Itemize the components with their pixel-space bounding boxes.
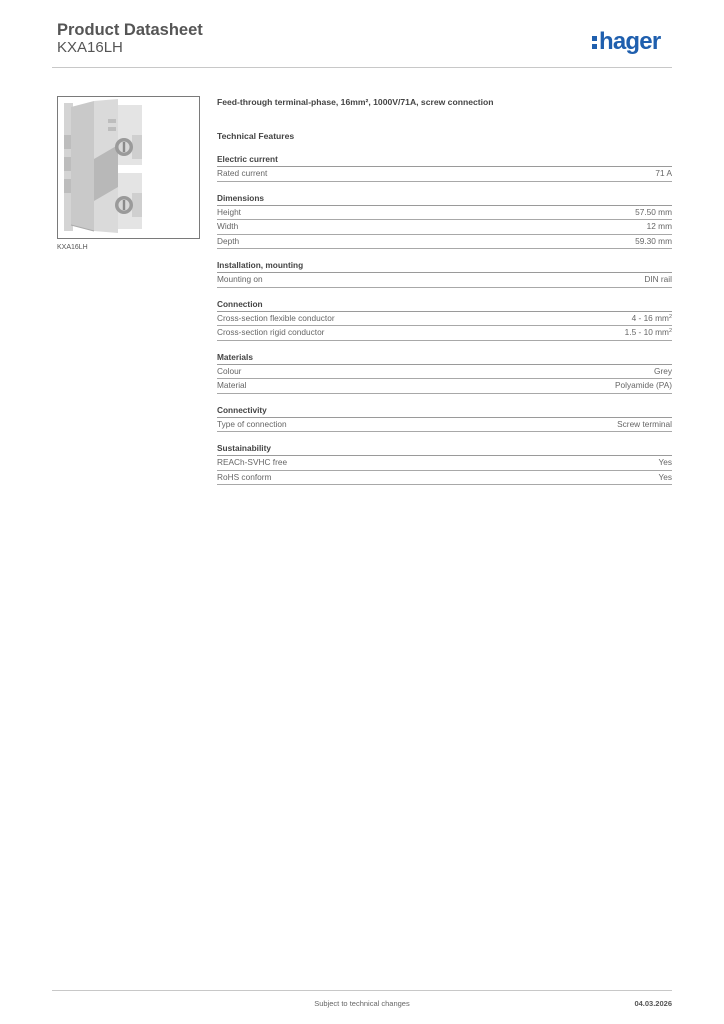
header-divider: [52, 67, 672, 68]
section-electric-current: [217, 154, 672, 182]
spec-label: Width: [217, 221, 239, 231]
spec-label: Cross-section flexible conductor: [217, 312, 335, 323]
spec-label: Height: [217, 206, 241, 217]
section-title: Sustainability: [217, 443, 672, 456]
logo-dots-icon: [592, 36, 597, 49]
section-dimensions: [217, 193, 672, 250]
spec-row: [217, 471, 672, 486]
spec-value: Polyamide (PA): [614, 380, 672, 390]
spec-value: Grey: [654, 365, 672, 376]
section-installation-mounting: [217, 260, 672, 288]
spec-label: Depth: [217, 235, 240, 246]
page-title: Product Datasheet: [57, 21, 203, 39]
spec-value: 1.5 - 10 mm: [624, 327, 669, 337]
spec-value: Screw terminal: [617, 418, 672, 429]
section-title: Installation, mounting: [217, 260, 672, 273]
technical-features-heading: Technical Features: [217, 131, 295, 141]
product-description: Feed-through terminal-phase, 16mm², 1000V/71A, screw connection: [217, 97, 494, 107]
spec-row: [217, 379, 672, 394]
footer-note: Subject to technical changes: [314, 999, 410, 1008]
product-code: KXA16LH: [57, 39, 123, 56]
section-title: Connectivity: [217, 405, 672, 418]
terminal-block-product-photo: [58, 97, 199, 238]
spec-value-with-unit: [632, 312, 672, 326]
spec-value: 57.50 mm: [635, 206, 672, 217]
unit-superscript: 2: [668, 313, 672, 320]
spec-label: Material: [217, 380, 247, 390]
spec-label: Cross-section rigid conductor: [217, 327, 325, 337]
image-caption: KXA16LH: [57, 244, 88, 251]
spec-value: 12 mm: [646, 221, 672, 231]
section-sustainability: [217, 443, 672, 485]
section-title: Materials: [217, 352, 672, 365]
spec-value: Yes: [658, 457, 672, 467]
unit-superscript: 2: [668, 328, 672, 334]
spec-label: Type of connection: [217, 418, 287, 429]
spec-row: [217, 418, 672, 433]
spec-content: [217, 95, 672, 485]
spec-label: Colour: [217, 365, 242, 376]
spec-value-with-unit: [625, 326, 672, 340]
section-connection: [217, 299, 672, 341]
footer-date: 04.03.2026: [634, 999, 672, 1008]
spec-value: 4 - 16 mm: [631, 312, 669, 323]
spec-row: [217, 167, 672, 182]
spec-value: Yes: [658, 471, 672, 482]
spec-row: [217, 235, 672, 250]
spec-row: [217, 312, 672, 327]
spec-value: 71 A: [655, 168, 672, 178]
spec-row: [217, 206, 672, 221]
hager-logo: [592, 27, 660, 57]
logo-text: hager: [599, 28, 661, 55]
spec-label: REACh-SVHC free: [217, 457, 288, 467]
product-image: [57, 96, 200, 239]
spec-label: RoHS conform: [217, 471, 272, 482]
spec-row: [217, 456, 672, 471]
spec-row: [217, 365, 672, 380]
section-title: Electric current: [217, 154, 672, 167]
footer-divider: [52, 990, 672, 991]
section-title: Connection: [217, 299, 672, 312]
spec-row: [217, 220, 672, 235]
spec-value: DIN rail: [644, 274, 672, 284]
spec-label: Rated current: [217, 168, 268, 178]
spec-row: [217, 326, 672, 341]
spec-label: Mounting on: [217, 274, 263, 284]
section-materials: [217, 352, 672, 394]
section-title: Dimensions: [217, 193, 672, 206]
spec-row: [217, 273, 672, 288]
spec-value: 59.30 mm: [635, 235, 672, 246]
section-connectivity: [217, 405, 672, 433]
